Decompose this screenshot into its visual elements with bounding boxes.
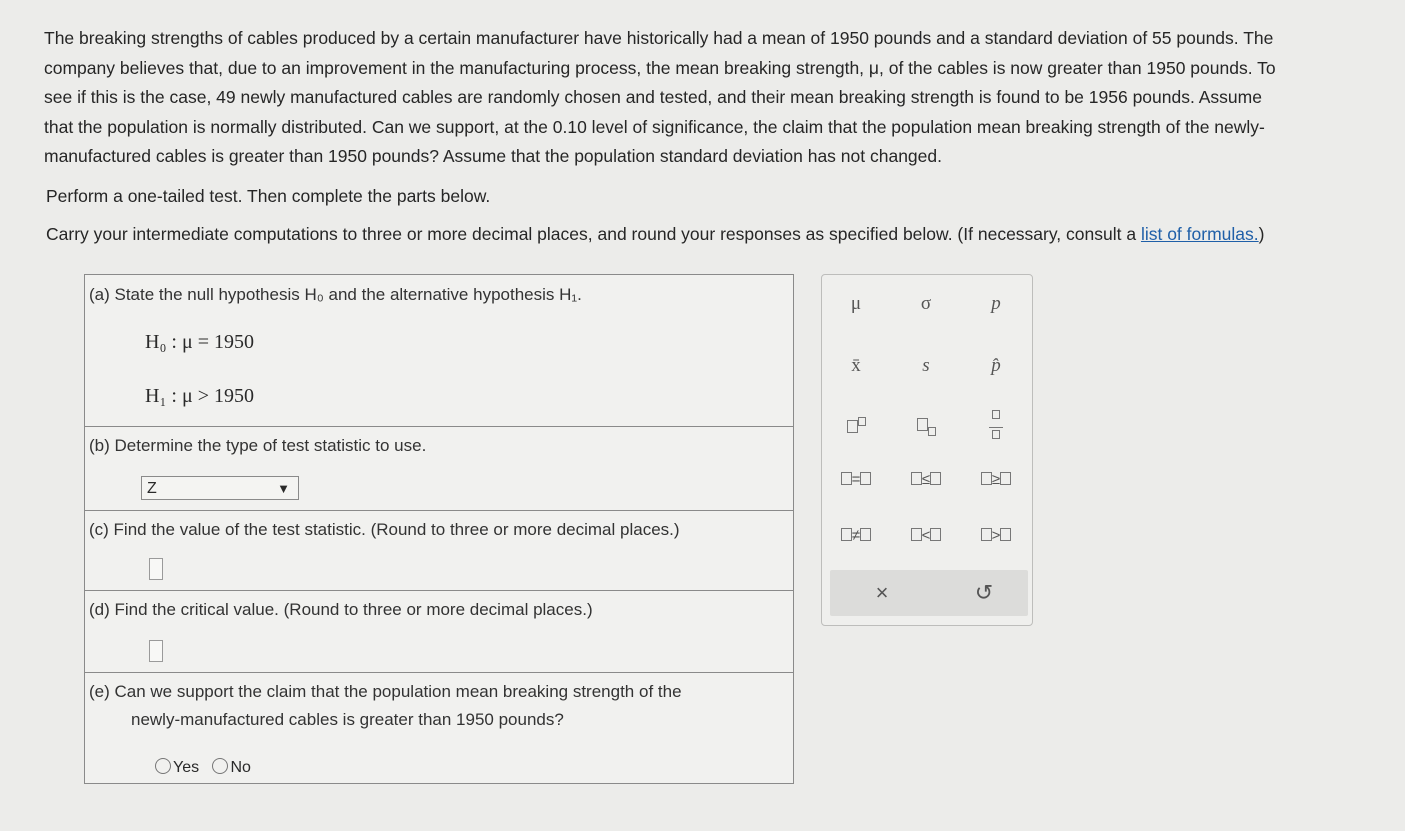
null-hypothesis[interactable]: H₀ : μ = 1950 (145, 331, 254, 353)
part-e (85, 672, 793, 783)
radio-no-label: No (230, 759, 251, 776)
square-icon (917, 418, 928, 431)
critical-value-input[interactable] (149, 640, 163, 662)
greater-than-symbol: > (991, 527, 1001, 544)
square-icon (841, 528, 852, 541)
radio-yes-label: Yes (173, 759, 200, 776)
part-b (85, 426, 793, 511)
radio-no[interactable] (212, 759, 250, 776)
palette-footer (830, 570, 1028, 616)
part-e-label-line1: (e) Can we support the claim that the population mean breaking strength of the (89, 682, 682, 701)
phat-button[interactable]: p̂ (991, 355, 1001, 376)
part-c-label: (c) Find the value of the test statistic. (Round to three or more decimal places.) (89, 520, 680, 539)
equals-button[interactable] (826, 471, 886, 488)
square-icon (911, 472, 922, 485)
square-icon (981, 528, 992, 541)
test-statistic-select[interactable] (141, 476, 299, 500)
support-claim-options (155, 758, 251, 777)
square-icon (860, 528, 871, 541)
small-square-icon (858, 417, 866, 426)
square-icon (930, 472, 941, 485)
equals-symbol: = (851, 471, 861, 488)
problem-statement (44, 24, 1405, 172)
square-icon (1000, 472, 1011, 485)
less-than-button[interactable] (896, 527, 956, 544)
radio-yes[interactable] (155, 759, 199, 776)
problem-line: company believes that, due to an improvement in the manufacturing process, the mean breaking strength, μ, of the cables is now greater than 1950 pounds. To (44, 57, 1276, 78)
square-icon (841, 472, 852, 485)
chevron-down-icon: ▼ (277, 481, 290, 496)
math-symbol-palette (821, 274, 1033, 626)
sigma-button[interactable]: σ (920, 293, 932, 314)
answer-panel (84, 274, 794, 784)
not-equal-button[interactable] (826, 527, 886, 544)
alternative-hypothesis[interactable]: H₁ : μ > 1950 (145, 385, 254, 407)
square-icon (930, 528, 941, 541)
fraction-bar-icon (989, 427, 1003, 428)
instruction-rounding (46, 224, 1264, 245)
small-square-icon (928, 427, 936, 436)
less-equal-symbol: ≤ (921, 471, 931, 488)
xbar-button[interactable]: x̄ (851, 355, 861, 376)
superscript-button[interactable] (826, 417, 886, 437)
small-square-icon (992, 410, 1000, 419)
square-icon (860, 472, 871, 485)
formula-link[interactable]: list of formulas. (1140, 224, 1259, 244)
square-icon (847, 420, 858, 433)
p-button[interactable]: p (991, 293, 1001, 314)
test-statistic-input[interactable] (149, 558, 163, 580)
part-a (85, 275, 793, 427)
problem-line: manufactured cables is greater than 1950 pounds? Assume that the population standard deviation has not changed. (44, 146, 942, 166)
problem-line: The breaking strengths of cables produced by a certain manufacturer have historically had a mean of 1950 pounds and a standard deviation of 55 pounds. The (44, 28, 1274, 48)
greater-equal-button[interactable] (966, 471, 1026, 488)
square-icon (1000, 528, 1011, 541)
square-icon (981, 472, 992, 485)
fraction-button[interactable] (966, 409, 1026, 439)
clear-icon[interactable]: × (875, 580, 889, 605)
radio-circle-icon (212, 758, 228, 774)
subscript-button[interactable] (896, 417, 956, 436)
greater-equal-symbol: ≥ (991, 471, 1001, 488)
small-square-icon (992, 430, 1000, 439)
square-icon (911, 528, 922, 541)
not-equal-symbol: ≠ (851, 527, 861, 544)
instruction-rounding-text: Carry your intermediate computations to three or more decimal places, and round your responses as specified below. (If necessary, consult a (46, 224, 1141, 244)
part-c (85, 510, 793, 591)
s-button[interactable]: s (922, 355, 930, 376)
part-e-label-line2: newly-manufactured cables is greater than 1950 pounds? (131, 710, 564, 729)
less-equal-button[interactable] (896, 471, 956, 488)
part-b-label: (b) Determine the type of test statistic to use. (89, 436, 427, 455)
problem-line: see if this is the case, 49 newly manufactured cables are randomly chosen and tested, and their mean breaking strength is found to be 1956 pounds. Assume (44, 87, 1262, 107)
problem-line: that the population is normally distributed. Can we support, at the 0.10 level of significance, the claim that the population mean breaking strength of the newly- (44, 116, 1265, 137)
part-a-label: (a) State the null hypothesis H₀ and the alternative hypothesis H₁. (89, 285, 582, 304)
undo-icon[interactable]: ↺ (974, 580, 994, 605)
radio-circle-icon (155, 758, 171, 774)
greater-than-button[interactable] (966, 527, 1026, 544)
mu-button[interactable]: μ (850, 293, 862, 314)
part-d-label: (d) Find the critical value. (Round to three or more decimal places.) (89, 600, 593, 619)
test-statistic-value: Z (147, 480, 157, 497)
less-than-symbol: < (921, 527, 931, 544)
instruction-one-tailed: Perform a one-tailed test. Then complete the parts below. (46, 186, 491, 206)
part-d (85, 590, 793, 673)
instruction-rounding-end: ) (1258, 224, 1265, 244)
